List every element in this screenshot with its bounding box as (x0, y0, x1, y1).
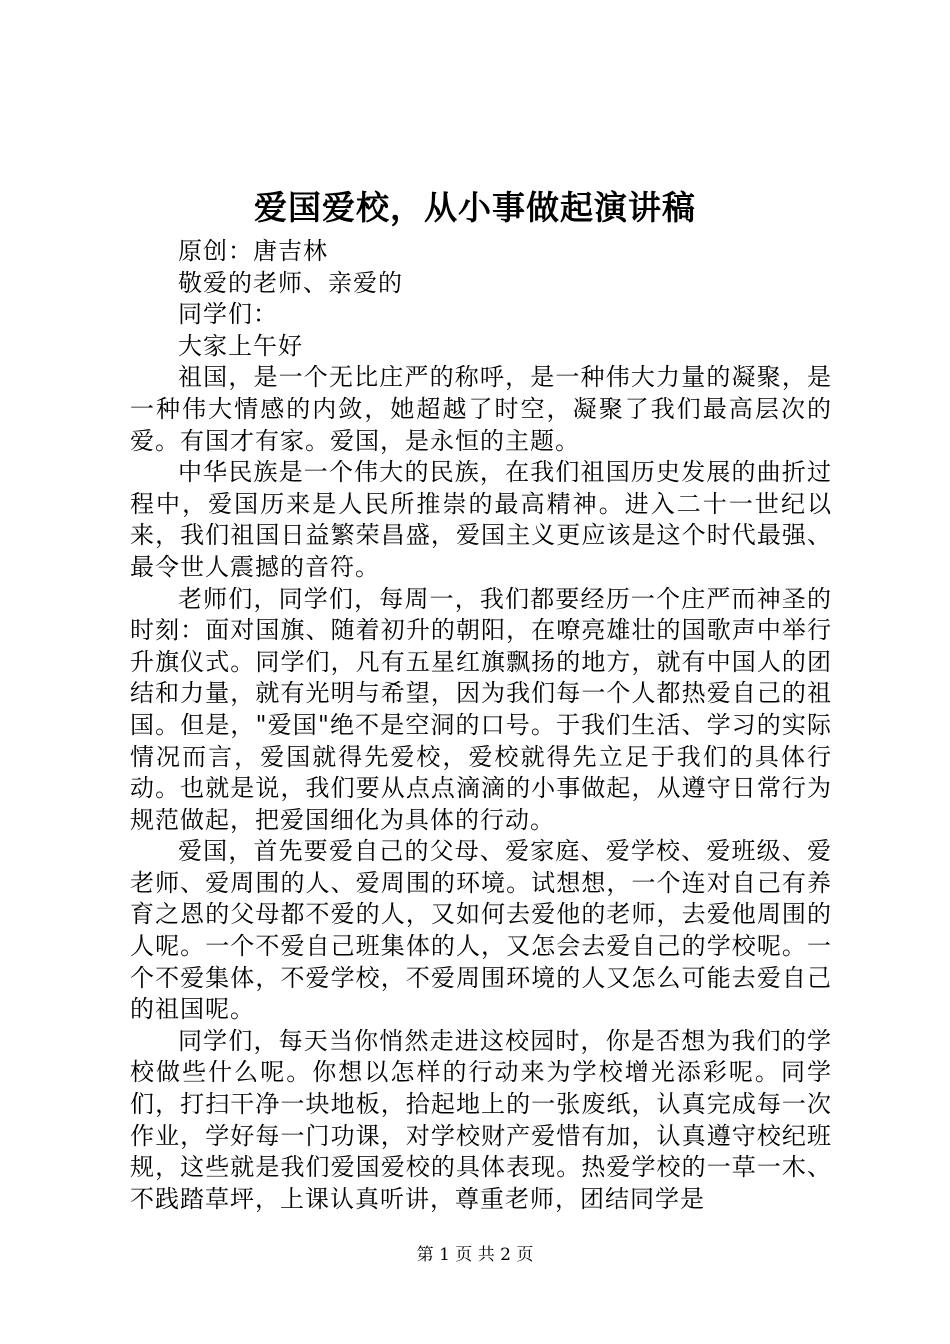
paragraph: 中华民族是一个伟大的民族，在我们祖国历史发展的曲折过程中，爱国历来是人民所推崇的最高精神。进入二十一世纪以来，我们祖国日益繁荣昌盛，爱国主义更应该是这个时代最强、最令世人震撼的音符。 (130, 458, 832, 581)
paragraph: 老师们，同学们，每周一，我们都要经历一个庄严而神圣的时刻：面对国旗、随着初升的朝阳，在嘹亮雄壮的国歌声中举行升旗仪式。同学们，凡有五星红旗飘扬的地方，就有中国人的团结和力量，就有光明与希望，因为我们每一个人都热爱自己的祖国。但是，"爱国"绝不是空洞的口号。于我们生活、学习的实际情况而言，爱国就得先爱校，爱校就得先立足于我们的具体行动。也就是说，我们要从点点滴滴的小事做起，从遵守日常行为规范做起，把爱国细化为具体的行动。 (130, 584, 832, 834)
greeting-line: 大家上午好 (178, 331, 303, 360)
page-number-footer: 第 1 页 共 2 页 (416, 1245, 534, 1265)
salutation-line-2: 同学们： (178, 300, 278, 329)
paragraph: 爱国，首先要爱自己的父母、爱家庭、爱学校、爱班级、爱老师、爱周围的人、爱周围的环境。试想想，一个连对自己有养育之恩的父母都不爱的人，又如何去爱他的老师，去爱他周围的人呢。一个不爱自己班集体的人，又怎会去爱自己的学校呢。一个不爱集体，不爱学校，不爱周围环境的人又怎么可能去爱自己的祖国呢。 (130, 837, 832, 1024)
document-body (130, 236, 832, 1215)
author-line: 原创：唐吉林 (178, 237, 328, 265)
document-title: 爱国爱校，从小事做起演讲稿 (254, 188, 696, 227)
salutation-line-1: 敬爱的老师、亲爱的 (178, 268, 403, 297)
paragraph: 祖国，是一个无比庄严的称呼，是一种伟大力量的凝聚，是一种伟大情感的内敛，她超越了时空，凝聚了我们最高层次的爱。有国才有家。爱国，是永恒的主题。 (130, 363, 832, 455)
paragraph: 同学们，每天当你悄然走进这校园时，你是否想为我们的学校做些什么呢。你想以怎样的行动来为学校增光添彩呢。同学们，打扫干净一块地板，拾起地上的一张废纸，认真完成每一次作业，学好每一门功课，对学校财产爱惜有加，认真遵守校纪班规，这些就是我们爱国爱校的具体表现。热爱学校的一草一木、不践踏草坪，上课认真听讲，尊重老师，团结同学是 (130, 1026, 832, 1213)
